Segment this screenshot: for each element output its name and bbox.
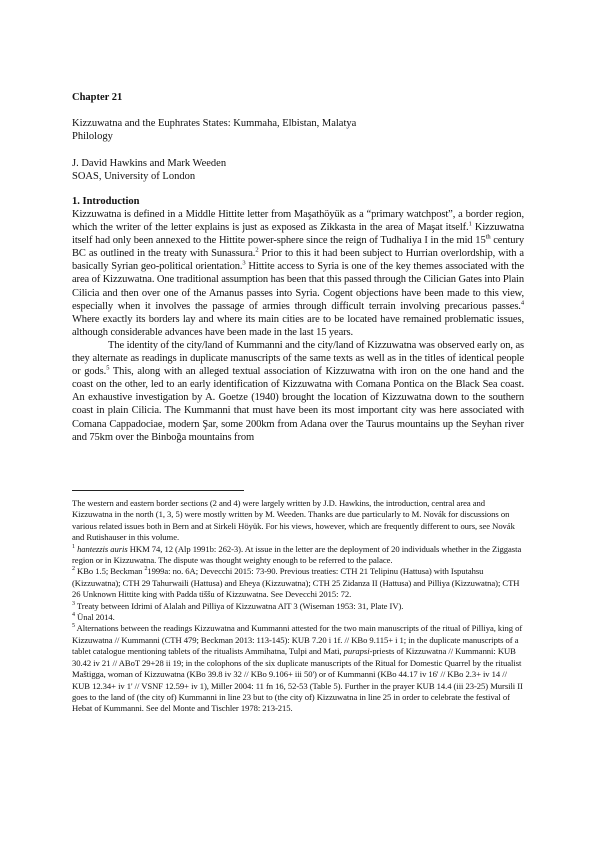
footnote-number: 4 — [72, 612, 75, 619]
footnotes — [72, 498, 524, 715]
chapter-label: Chapter 21 — [72, 92, 123, 103]
footnote-number: 1 — [72, 543, 75, 550]
footnote-1 — [72, 544, 524, 567]
footnote-ref: 3 — [242, 259, 246, 267]
footnote-number: 3 — [72, 600, 75, 607]
footnote-5 — [72, 623, 524, 714]
section-heading: 1. Introduction — [72, 196, 140, 207]
author-affiliation: SOAS, University of London — [72, 171, 196, 182]
author-names: J. David Hawkins and Mark Weeden — [72, 158, 227, 169]
text-run: century BC as outlined in the treaty with Sunassura. — [72, 235, 525, 260]
text-run: Where exactly its borders lay and where its main cities are to be located have remained problematic issues, although considerable advances have been made in the last 15 years. — [72, 313, 524, 338]
title-line: Kizzuwatna and the Euphrates States: Kummaha, Elbistan, Malatya — [72, 118, 357, 129]
footnote-text: Alternations between the readings Kizzuwatna and Kummanni attested for the two main manuscripts of the ritual of Pilliya, king of Kizzuwatna // Kummanni (CTH 479; Beckman 2013: 113-145): KUB 7.20 i 1f. // KBo 9.115+ i 1; in the duplicate manuscripts of a tablet catalogue mentioning tablets of the ritualists Ammihatna, Tulpi and Mati, — [72, 623, 523, 657]
footnote-text: Ünal 2014. — [74, 612, 115, 623]
footnote-ref: 4 — [520, 299, 524, 307]
footnote-text: 1999a: no. 6A; Devecchi 2015: 73-90. Previous treaties: CTH 21 Telipinu (Hattusa) with Isputahsu (Kizzuwatna); CTH 29 Tahurwaili (Hattusa) and Eheya (Kizzuwatna); CTH 25 Zidanza II (Hattusa) and Pilliya (Kizzuwatna); CTH 26 Unknown Hittite king with Padda tiššu of Kizzuwatna. See Devecchi 2015: 72. — [72, 566, 520, 600]
text-run: Kizzuwatna is defined in a Middle Hittite letter from Maşathöyük as a “primary watchpost”, a border region, which the writer of the letter explains is just as exposed as Zikkasta in the area of Maşat itself. — [72, 209, 524, 234]
chapter-title — [72, 117, 524, 143]
footnote-2 — [72, 566, 524, 600]
footnote-ref: 5 — [106, 364, 110, 372]
text-run: This, along with an alleged textual association of Kizzuwatna with iron on the one hand and the coast on the other, led to an early identification of Kizzuwatna with Comana Pontica on the Black Sea coast. An exhaustive investigation by A. Goetze (1940) brought the location of Kizzuwatna down to the southern coast in plain Cilicia. The Kummanni that must have been its most important city was here associated with Comana Cappadociae, modern Şar, some 200km from Adana over the Taurus mountains up the Seyhan river and 75km over the Binboğa mountains from — [72, 366, 524, 443]
footnote-3 — [72, 601, 524, 612]
paragraph — [72, 339, 524, 444]
text-run: Kizzuwatna itself had only been annexed to the Hittite power-sphere since the reign of Tudhaliya I in the mid 15 — [72, 222, 525, 247]
footnote-4 — [72, 612, 524, 623]
body-text — [72, 208, 524, 444]
paragraph — [72, 208, 524, 339]
footnote-italic: hantezzis auris — [77, 543, 128, 554]
footnote-ref: 2 — [255, 246, 259, 254]
footnote-text: -priests of Kizzuwatna // Kummanni: KUB 30.42 iv 21 // ABoT 29+28 ii 19; in the colophons of the six duplicate manuscripts of the Ritual for Domestic Quarrel by the ritualist Maštigga, woman of Kizzuwatna (KBo 39.8 iv 32 // KBo 9.106+ iii 50') or of Kummanni (KBo 44.17 iv 16' // KBo 2.3+ iv 14 // KUB 12.34+ iv 1' // VSNF 12.59+ iv 1), Miller 2004: 11 fn 16, 52-53 (Table 5). Further in the prayer KUB 14.4 (iii 23-25) Mursili II goes to the land of (the city of) Kummanni in line 23 but to (the city of) Kizzuwatna in line 25 in order to celebrate the festival of Hebat of Kummanni. See del Monte and Tischler 1978: 213-215. — [72, 646, 523, 714]
footnote-text: HKM 74, 12 (Alp 1991b: 262-3). At issue in the letter are the deployment of 20 individuals whether in the Ziggasta region or in Kizzuwatna. The dispute was thought weighty enough to be referred to the palace. — [72, 543, 522, 566]
footnote-intro — [72, 498, 524, 544]
footnote-italic: purapsi — [343, 646, 370, 657]
text-run: Hittite access to Syria is one of the key themes associated with the area of Kizzuwatna. One traditional assumption has been that this passed through the Cilician Gates into Plain Cilicia and then over one of the Amanus passes into Syria. Cogent objections have been made to this view, especially when it involves the passage of armies through difficult terrain involving precarious passes. — [72, 261, 525, 312]
text-run: Prior to this it had been subject to Hurrian overlordship, with a basically Syrian geo-political orientation. — [72, 248, 524, 273]
footnote-ref: 1 — [468, 220, 472, 228]
footnote-text: The western and eastern border sections (2 and 4) were largely written by J.D. Hawkins, the introduction, central area and Kizzuwatna in the north (1, 3, 5) were mostly written by M. Weeden. Thanks are due particularly to M. Novák for discussions on various related issues both in Bern and at Sirkeli Höyük. For his views, however, which are frequently different to ours, see Novák and Rutishauser in this volume. — [72, 498, 515, 543]
author-block — [72, 157, 524, 183]
footnote-separator — [72, 490, 244, 491]
footnote-number: 5 — [72, 623, 75, 630]
footnote-text: Treaty between Idrimi of Alalah and Pilliya of Kizzuwatna AlT 3 (Wiseman 1953: 31, Plate IV). — [74, 600, 404, 611]
ordinal-suffix: th — [485, 233, 491, 241]
footnote-text: KBo 1.5; Beckman — [74, 566, 145, 577]
text-run: The identity of the city/land of Kummanni and the city/land of Kizzuwatna was observed early on, as they alternate as readings in duplicate manuscripts of the same texts as well as in the titles of identical people or gods. — [72, 339, 524, 378]
footnote-number: 2 — [72, 566, 75, 573]
edition-superscript: 2 — [144, 566, 148, 573]
subtitle-line: Philology — [72, 131, 113, 142]
